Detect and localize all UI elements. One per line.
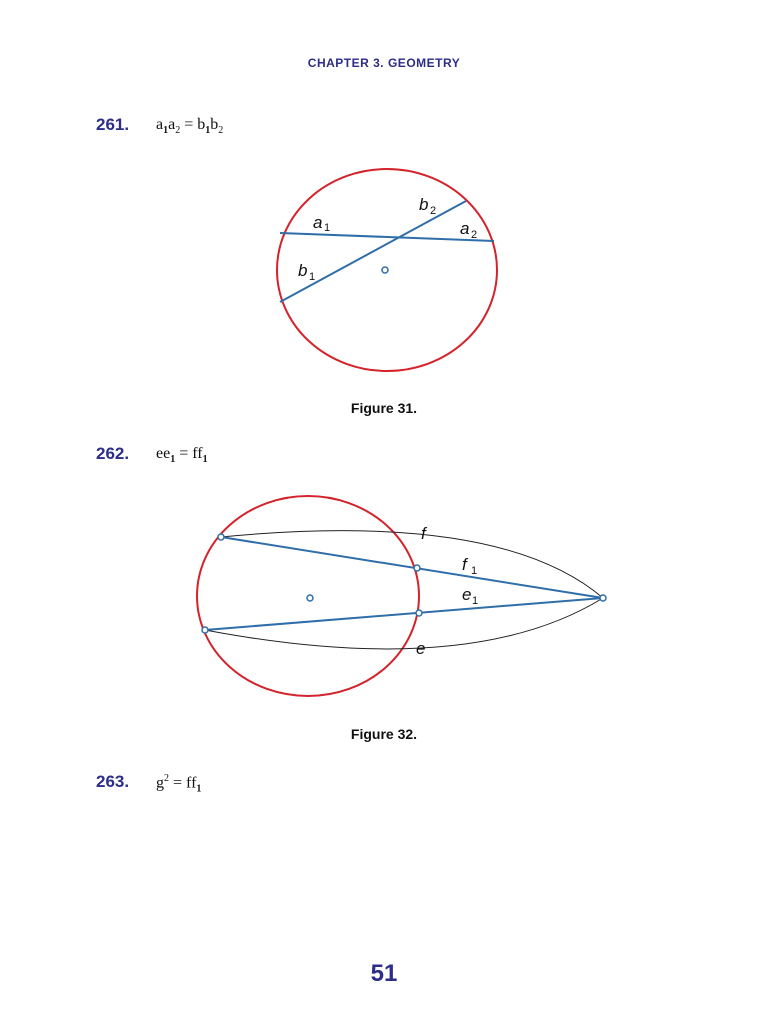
problem-number: 262. [96, 444, 130, 463]
problem-number: 263. [96, 772, 130, 791]
secant-f [221, 537, 603, 598]
svg-text:a: a [313, 213, 323, 232]
svg-text:2: 2 [430, 205, 437, 217]
page-number: 51 [370, 960, 398, 987]
svg-text:f: f [462, 555, 467, 574]
point [202, 627, 208, 633]
problem-equation: $g^2 = ff_1$ [156, 773, 202, 795]
svg-text:1: 1 [471, 565, 478, 577]
svg-text:1: 1 [309, 271, 316, 283]
figure-32-caption: Figure 32. [350, 726, 418, 742]
label-f1 [462, 555, 477, 577]
label-f: f [421, 524, 426, 543]
point [218, 534, 224, 540]
point [414, 565, 420, 571]
label-a1 [313, 213, 330, 234]
figure-31-diagram [0, 160, 768, 400]
svg-text:b: b [298, 261, 308, 280]
point [600, 595, 606, 601]
label-e1 [462, 585, 478, 607]
tangent-curve-e [205, 598, 603, 649]
center-point [307, 595, 313, 601]
svg-text:2: 2 [471, 229, 478, 241]
figure-31-caption: Figure 31. [350, 400, 418, 416]
svg-text:b: b [419, 195, 429, 214]
chord-b [280, 201, 466, 302]
problem-number: 261. [96, 115, 130, 134]
point [416, 610, 422, 616]
chapter-header: CHAPTER 3. GEOMETRY [307, 56, 461, 70]
svg-text:e: e [462, 585, 472, 604]
secant-e [205, 598, 603, 630]
label-e: e [416, 639, 426, 658]
figure-32-diagram [0, 490, 768, 710]
svg-text:a: a [460, 219, 470, 238]
label-b1 [298, 261, 315, 283]
label-b2 [419, 195, 436, 217]
label-a2 [460, 219, 477, 241]
center-point [382, 267, 388, 273]
svg-text:1: 1 [324, 222, 331, 234]
problem-equation: $a_1a_2 = b_1b_2$ [156, 116, 224, 137]
svg-text:1: 1 [472, 595, 479, 607]
problem-equation: $ee_1 = ff_1$ [156, 445, 208, 466]
